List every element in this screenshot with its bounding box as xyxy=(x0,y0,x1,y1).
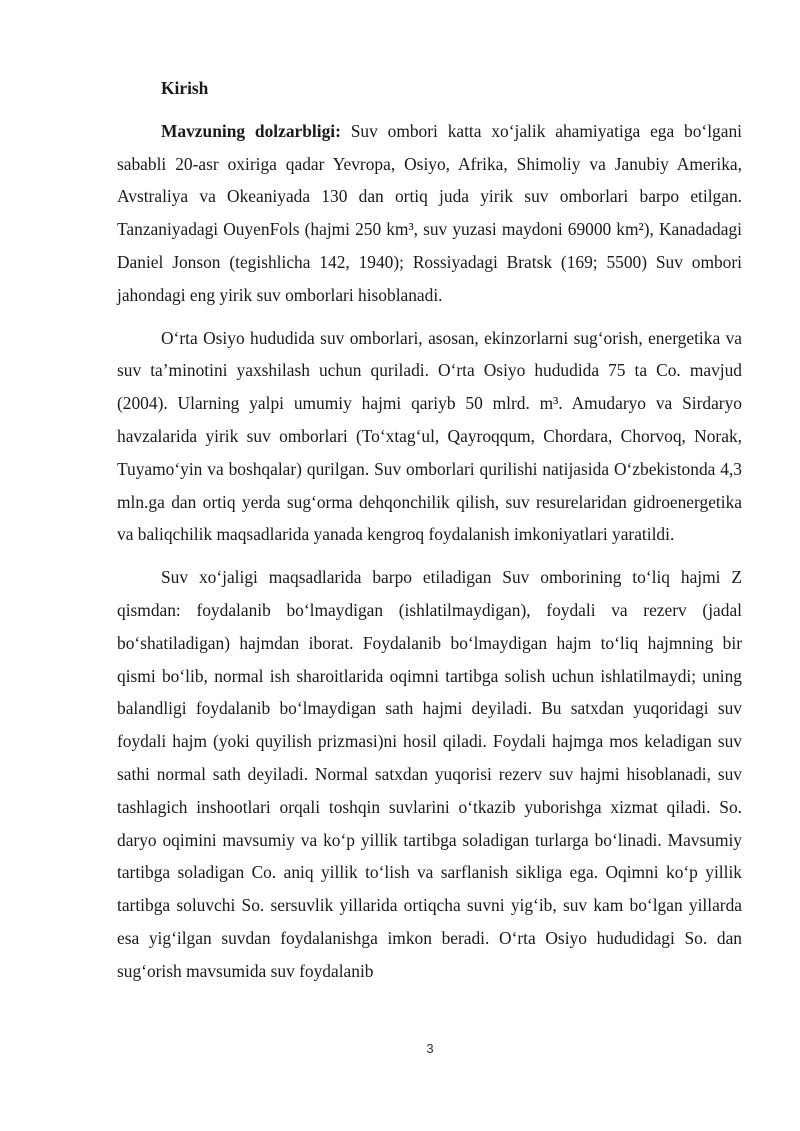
paragraph-lead: Mavzuning dolzarbligi: xyxy=(161,120,341,141)
section-heading: Kirish xyxy=(161,78,209,98)
page-body xyxy=(117,72,742,998)
page-number: 3 xyxy=(426,1041,434,1056)
paragraph-reservoir-volume xyxy=(117,561,742,987)
paragraph-text: Suv xo‘jaligi maqsadlarida barpo etiladigan Suv omborining to‘liq hajmi Z qismdan: foydalanib bo‘lmaydigan (ishlatilmaydigan), foydali va rezerv (jadal bo‘shatiladigan) hajmdan iborat. Foydalanib bo‘lmaydigan hajm to‘liq hajmning bir qismi bo‘lib, normal ish sharoitlarida oqimni tartibga solish uchun ishlatilmaydi; uning balandligi foydalanib bo‘lmaydigan sath hajmi deyiladi. Bu satxdan yuqoridagi suv foydali hajm (yoki quyilish prizmasi)ni hosil qiladi. Foydali hajmga mos keladigan suv sathi normal sath deyiladi. Normal satxdan yuqorisi rezerv suv hajmi hisoblanadi, suv tashlagich inshootlari orqali toshqin suvlarini o‘tkazib yuborishga xizmat qiladi. So. daryo oqimini mavsumiy va ko‘p yillik tartibga soladigan turlarga bo‘linadi. Mavsumiy tartibga soladigan Co. aniq yillik to‘lish va sarflanish sikliga ega. Oqimni ko‘p yillik tartibga soluvchi So. sersuvlik yillarida ortiqcha suvni yig‘ib, suv kam bo‘lgan yillarda esa yig‘ilgan suvdan foydalanishga imkon beradi. O‘rta Osiyo hududidagi So. dan sug‘orish mavsumida suv foydalanib xyxy=(117,567,742,981)
paragraph-text: O‘rta Osiyo hududida suv omborlari, asosan, ekinzorlarni sug‘orish, energetika va suv ta’minotini yaxshilash uchun quriladi. O‘rta Osiyo hududida 75 ta Co. mavjud (2004). Ularning yalpi umumiy hajmi qariyb 50 mlrd. m³. Amudaryo va Sirdaryo havzalarida yirik suv omborlari (To‘xtag‘ul, Qayroqqum, Chordara, Chorvoq, Norak, Tuyamo‘yin va boshqalar) qurilgan. Suv omborlari qurilishi natijasida O‘zbekistonda 4,3 mln.ga dan ortiq yerda sug‘orma dehqonchilik qilish, suv resurelaridan gidroenergetika va baliqchilik maqsadlarida yanada kengroq foydalanish imkoniyatlari yaratildi. xyxy=(117,327,742,545)
paragraph-text: Suv ombori katta xo‘jalik ahamiyatiga ega bo‘lgani sababli 20-asr oxiriga qadar Yevropa, Osiyo, Afrika, Shimoliy va Janubiy Amerika, Avstraliya va Okeaniyada 130 dan ortiq juda yirik suv omborlari barpo etilgan. Tanzaniyadagi OuyenFols (hajmi 250 km³, suv yuzasi maydoni 69000 km²), Kanadadagi Daniel Jonson (tegishlicha 142, 1940); Rossiyadagi Bratsk (169; 5500) Suv ombori jahondagi eng yirik suv omborlari hisoblanadi. xyxy=(117,120,742,305)
paragraph-relevance xyxy=(117,115,742,312)
paragraph-central-asia xyxy=(117,322,742,552)
